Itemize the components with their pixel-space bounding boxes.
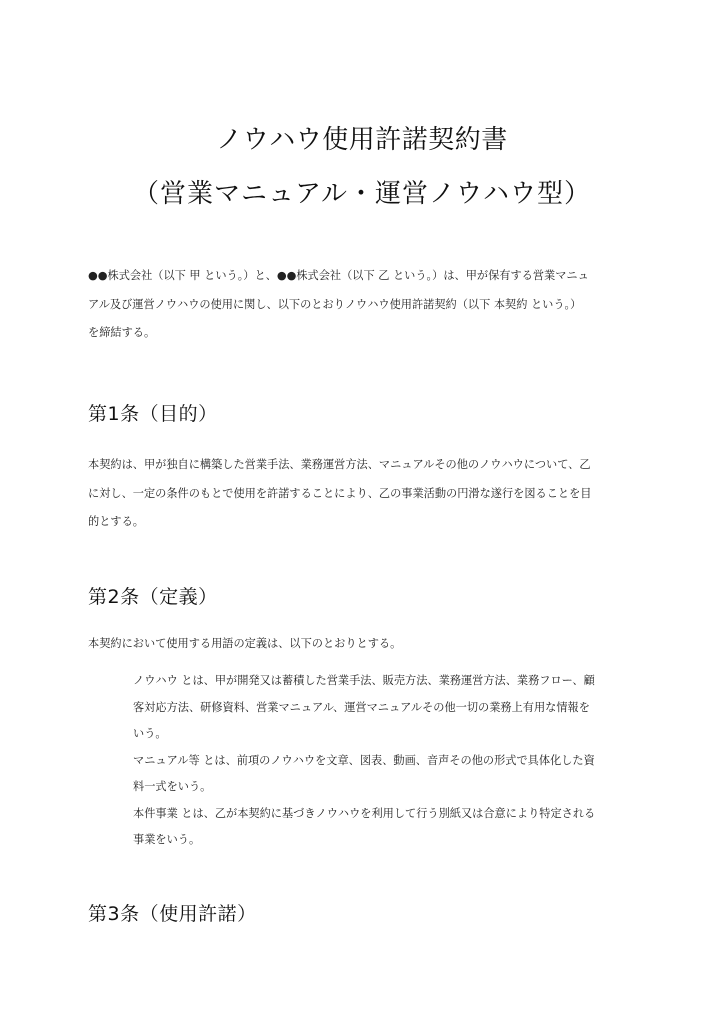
document-title: ノウハウ使用許諾契約書 [216, 125, 508, 155]
definition-line: 客対応方法、研修資料、営業マニュアル、運営マニュアルその他一切の業務上有用な情報を [133, 700, 590, 714]
article-2-heading: 第2条（定義） [88, 586, 218, 608]
intro-line: を締結する。 [88, 326, 156, 339]
article-1-line: 的とする。 [88, 515, 144, 528]
definition-item-knowhow [133, 668, 643, 748]
article-1-line: 本契約は、甲が独自に構築した営業手法、業務運営方法、マニュアルその他のノウハウについて、乙 [88, 458, 591, 471]
intro-line: ●●株式会社（以下 甲 という。）と、●●株式会社（以下 乙 という。）は、甲が保有する営業マニュ [88, 269, 589, 282]
definition-line: 料一式をいう。 [133, 780, 212, 793]
definition-line: マニュアル等 とは、前項のノウハウを文章、図表、動画、音声その他の形式で具体化した資 [133, 753, 595, 767]
definitions-list [133, 668, 643, 854]
document-subtitle: （営業マニュアル・運営ノウハウ型） [133, 179, 591, 209]
intro-paragraph [88, 262, 648, 348]
article-2-line: 本契約において使用する用語の定義は、以下のとおりとする。 [88, 637, 402, 650]
article-2-body [88, 630, 648, 659]
article-1-body [88, 451, 648, 537]
definition-item-business [133, 801, 643, 854]
definition-line: 本件事業 とは、乙が本契約に基づきノウハウを利用して行う別紙又は合意により特定される [133, 806, 596, 820]
definition-line: ノウハウ とは、甲が開発又は蓄積した営業手法、販売方法、業務運営方法、業務フロー、顧 [133, 674, 595, 687]
definition-line: いう。 [133, 727, 167, 740]
article-1-heading: 第1条（目的） [88, 403, 218, 425]
intro-line: アル及び運営ノウハウの使用に関し、以下のとおりノウハウ使用許諾契約（以下 本契約 という。） [88, 297, 582, 311]
article-3-heading: 第3条（使用許諾） [88, 903, 257, 925]
definition-item-manual [133, 748, 643, 801]
article-1-line: に対し、一定の条件のもとで使用を許諾することにより、乙の事業活動の円滑な遂行を図ることを目 [88, 486, 592, 500]
definition-line: 事業をいう。 [133, 833, 201, 846]
